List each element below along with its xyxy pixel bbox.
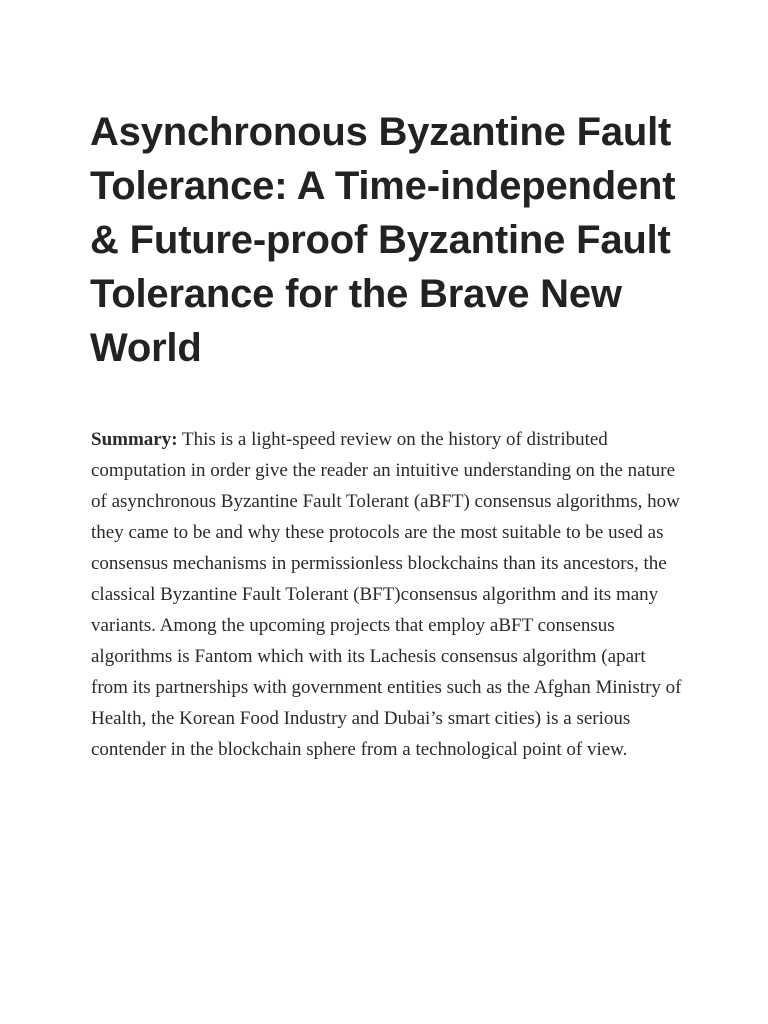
summary-text: This is a light-speed review on the history of distributed computation in order give the reader an intuitive understanding on the nature of asynchronous Byzantine Fault Tolerant (aBFT) consensus algorithms, how they came to be and why these protocols are the most suitable to be used as consensus mechanisms in permissionless blockchains than its ancestors, the classical Byzantine Fault Tolerant (BFT)consensus algorithm and its many variants. Among the upcoming projects that employ aBFT consensus algorithms is Fantom which with its Lachesis consensus algorithm (apart from its partnerships with government entities such as the Afghan Ministry of Health, the Korean Food Industry and Dubai’s smart cities) is a serious contender in the blockchain sphere from a technological point of view. [91, 429, 682, 760]
summary-paragraph [91, 424, 683, 765]
summary-label: Summary: [91, 429, 178, 450]
document-title: Asynchronous Byzantine Fault Tolerance: A Time-independent & Future-proof Byzantine Fault Tolerance for the Brave New World [90, 110, 676, 370]
